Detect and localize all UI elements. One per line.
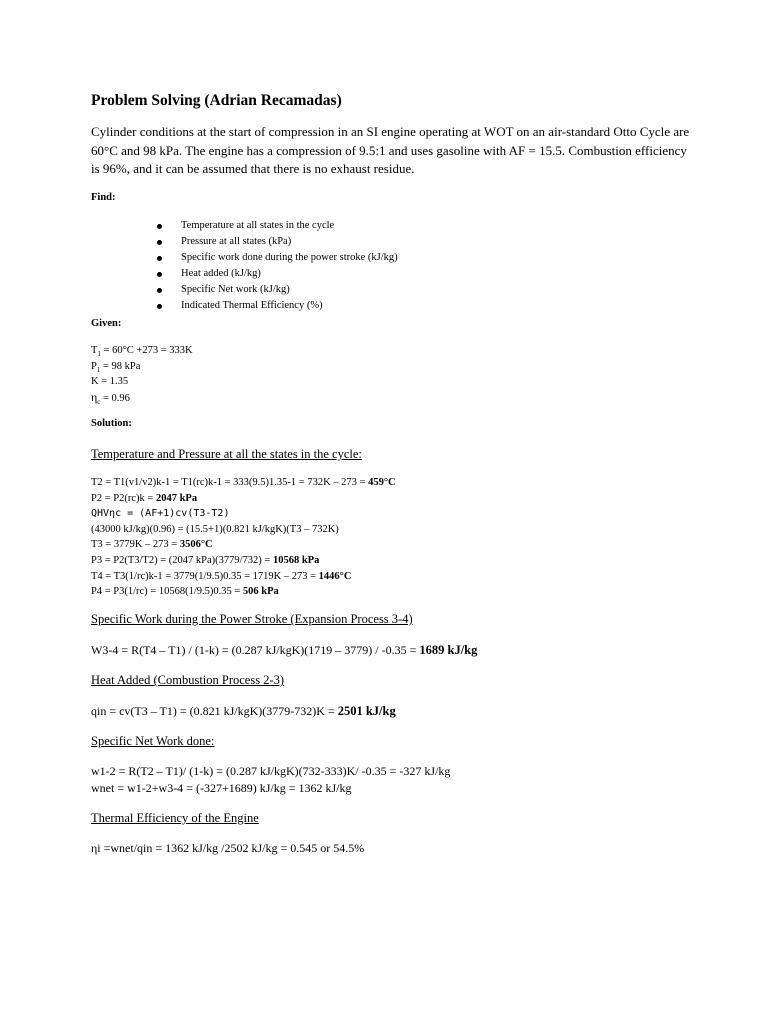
find-list: [155, 218, 398, 314]
state-calculations: [91, 475, 396, 600]
t4-line: T4 = T3(1/rc)k-1 = 3779(1/9.5)0.35 = 1719K – 273 = 1446°C: [91, 570, 352, 582]
section-heading-efficiency: Thermal Efficiency of the Engine: [91, 811, 259, 825]
w12-equation: w1-2 = R(T2 – T1)/ (1-k) = (0.287 kJ/kgK)(732-333)K/ -0.35 = -327 kJ/kg: [91, 764, 451, 778]
solution-label: Solution:: [91, 418, 132, 429]
section-heading-net-work: Specific Net Work done:: [91, 734, 215, 748]
given-t1: $T_1 = 60^\circ C +273 = 333K$: [91, 345, 193, 359]
find-label: Find:: [91, 192, 116, 203]
work-equation: W3-4 = R(T4 – T1) / (1-k) = (0.287 kJ/kgK)(1719 – 3779) / -0.35 = 1689 kJ/kg: [91, 643, 478, 657]
list-item: Specific Net work (kJ/kg): [155, 282, 398, 298]
bullet-icon: [157, 224, 162, 229]
list-item: Specific work done during the power stroke (kJ/kg): [155, 250, 398, 266]
t2-line: T2 = T1(v1/v2)k-1 = T1(rc)k-1 = 333(9.5)1.35-1 = 732K – 273 = 459°C: [91, 477, 396, 488]
document-title: Problem Solving (Adrian Recamadas): [91, 92, 342, 109]
bullet-icon: [157, 256, 162, 261]
list-item: Indicated Thermal Efficiency (%): [155, 298, 398, 314]
section-heading-states: Temperature and Pressure at all the states in the cycle:: [91, 447, 362, 461]
p3-line: P3 = P2(T3/T2) = (2047 kPa)(3779/732) = 10568 kPa: [91, 554, 320, 566]
given-eta: $\eta_c = 0.96$: [91, 389, 130, 406]
list-item: Heat added (kJ/kg): [155, 266, 398, 282]
qhv-line: QHVηc = (AF+1)cv(T3-T2): [91, 508, 230, 520]
given-label: Given:: [91, 318, 122, 329]
p4-line: P4 = P3(1/rc) = 10568(1/9.5)0.35 = 506 kPa: [91, 586, 279, 598]
bullet-icon: [157, 272, 162, 277]
t3-line: T3 = 3779K – 273 = 3506°C: [91, 539, 213, 551]
substitution-line: (43000 kJ/kg)(0.96) = (15.5+1)(0.821 kJ/kgK)(T3 – 732K): [91, 523, 339, 535]
p2-line: P2 = P2(rc)k = 2047 kPa: [91, 492, 198, 504]
wnet-equation: wnet = w1-2+w3-4 = (-327+1689) kJ/kg = 1362 kJ/kg: [91, 781, 352, 795]
heat-equation: qin = cv(T3 – T1) = (0.821 kJ/kgK)(3779-732)K = 2501 kJ/kg: [91, 704, 396, 718]
given-p1: $P_1 = 98$ kPa: [91, 360, 141, 374]
section-heading-heat: Heat Added (Combustion Process 2-3): [91, 673, 285, 687]
efficiency-equation: ηi =wnet/qin = 1362 kJ/kg /2502 kJ/kg = 0.545 or 54.5%: [91, 841, 365, 855]
bullet-icon: [157, 304, 162, 309]
given-k: K = 1.35: [91, 376, 129, 387]
bullet-icon: [157, 240, 162, 245]
bullet-icon: [157, 288, 162, 293]
section-heading-work: Specific Work during the Power Stroke (Expansion Process 3-4): [91, 612, 413, 626]
list-item: Temperature at all states in the cycle: [155, 218, 398, 234]
problem-statement: Cylinder conditions at the start of compression in an SI engine operating at WOT on an air-standard Otto Cycle are 60°C and 98 kPa. The engine has a compression of 9.5:1 and uses gasoline with AF = 15.5. Combustion efficiency is 96%, and it can be assumed that there is no exhaust residue.: [91, 124, 690, 176]
list-item: Pressure at all states (kPa): [155, 234, 398, 250]
given-values: [91, 343, 193, 405]
